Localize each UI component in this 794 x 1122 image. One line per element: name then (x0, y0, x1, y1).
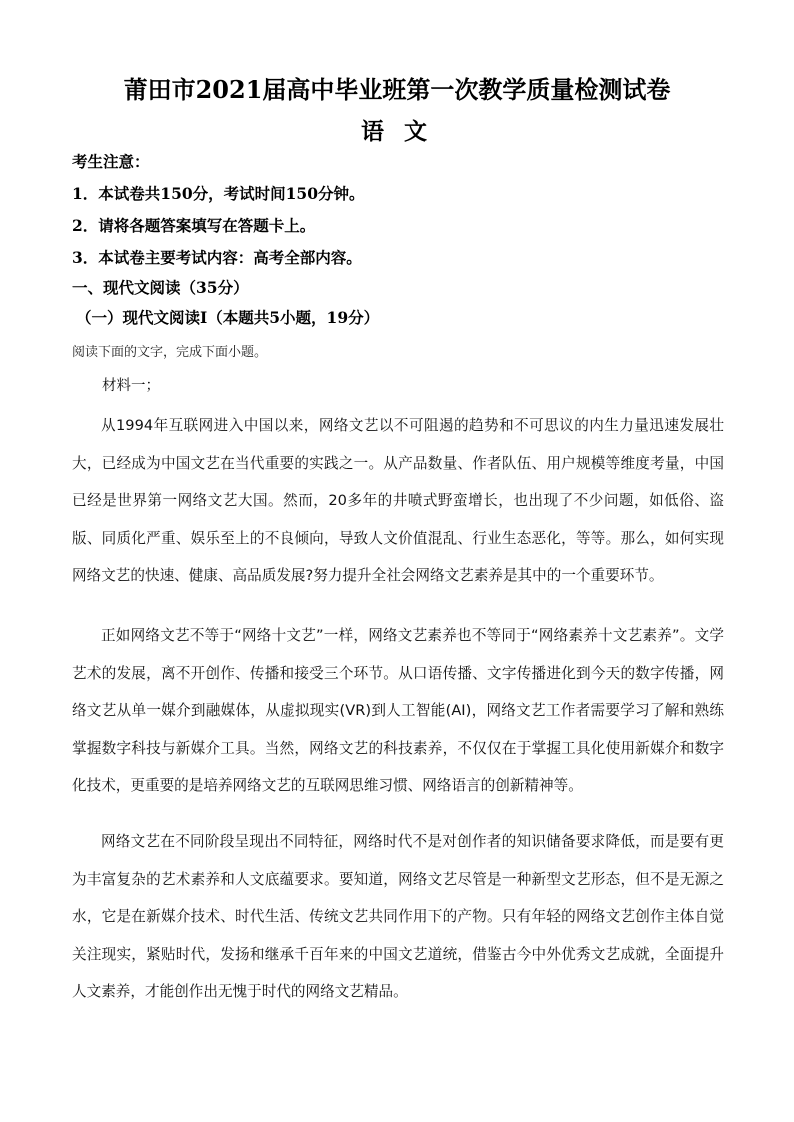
material-label: 材料一； (102, 378, 160, 394)
notice-heading: 考生注意： (72, 152, 150, 171)
notice-item-1: 1．本试卷共150分，考试时间150分钟。 (72, 184, 365, 203)
paragraph-1: 从1994年互联网进入中国以来，网络文艺以不可阻遏的趋势和不可思议的内生力量迅速发展壮大，已经成为中国文艺在当代重要的实践之一。从产品数量、作者队伍、用户规模等维度考量，中国已经是世界第一网络文艺大国。然而，20多年的井喷式野蛮增长，也出现了不少问题，如低俗、盗版、同质化严重、娱乐至上的不良倾向，导致人文价值混乱、行业生态恶化，等等。那么，如何实现网络文艺的快速、健康、高品质发展?努力提升全社会网络文艺素养是其中的一个重要环节。 (72, 417, 724, 584)
paragraph-2: 正如网络文艺不等于“网络十文艺”一样，网络文艺素养也不等同于“网络素养十文艺素养”。文学艺术的发展，离不开创作、传播和接受三个环节。从口语传播、文字传播进化到今天的数字传播，网络文艺从单一媒介到融媒体，从虚拟现实(VR)到人工智能(AI)，网络文艺工作者需要学习了解和熟练掌握数字科技与新媒介工具。当然，网络文艺的科技素养，不仅仅在于掌握工具化使用新媒介和数字化技术，更重要的是培养网络文艺的互联网思维习惯、网络语言的创新精神等。 (72, 627, 724, 794)
subject-title: 语 文 (360, 118, 433, 145)
notice-item-2: 2．请将各题答案填写在答题卡上。 (72, 216, 316, 235)
notice-item-3: 3．本试卷主要考试内容：高考全部内容。 (72, 248, 362, 267)
section-subheading: （一）现代文阅读Ⅰ（本题共5小题，19分） (76, 308, 380, 327)
reading-instruction: 阅读下面的文字，完成下面小题。 (72, 345, 268, 360)
exam-title: 莆田市2021届高中毕业班第一次教学质量检测试卷 (123, 75, 671, 104)
paragraph-3: 网络文艺在不同阶段呈现出不同特征，网络时代不是对创作者的知识储备要求降低，而是要有更为丰富复杂的艺术素养和人文底蕴要求。要知道，网络文艺尽管是一种新型文艺形态，但不是无源之水，它是在新媒介技术、时代生活、传统文艺共同作用下的产物。只有年轻的网络文艺创作主体自觉关注现实，紧贴时代，发扬和继承千百年来的中国文艺道统，借鉴古今中外优秀文艺成就，全面提升人文素养，才能创作出无愧于时代的网络文艺精品。 (72, 833, 724, 1000)
section-heading: 一、现代文阅读（35分） (72, 278, 249, 297)
